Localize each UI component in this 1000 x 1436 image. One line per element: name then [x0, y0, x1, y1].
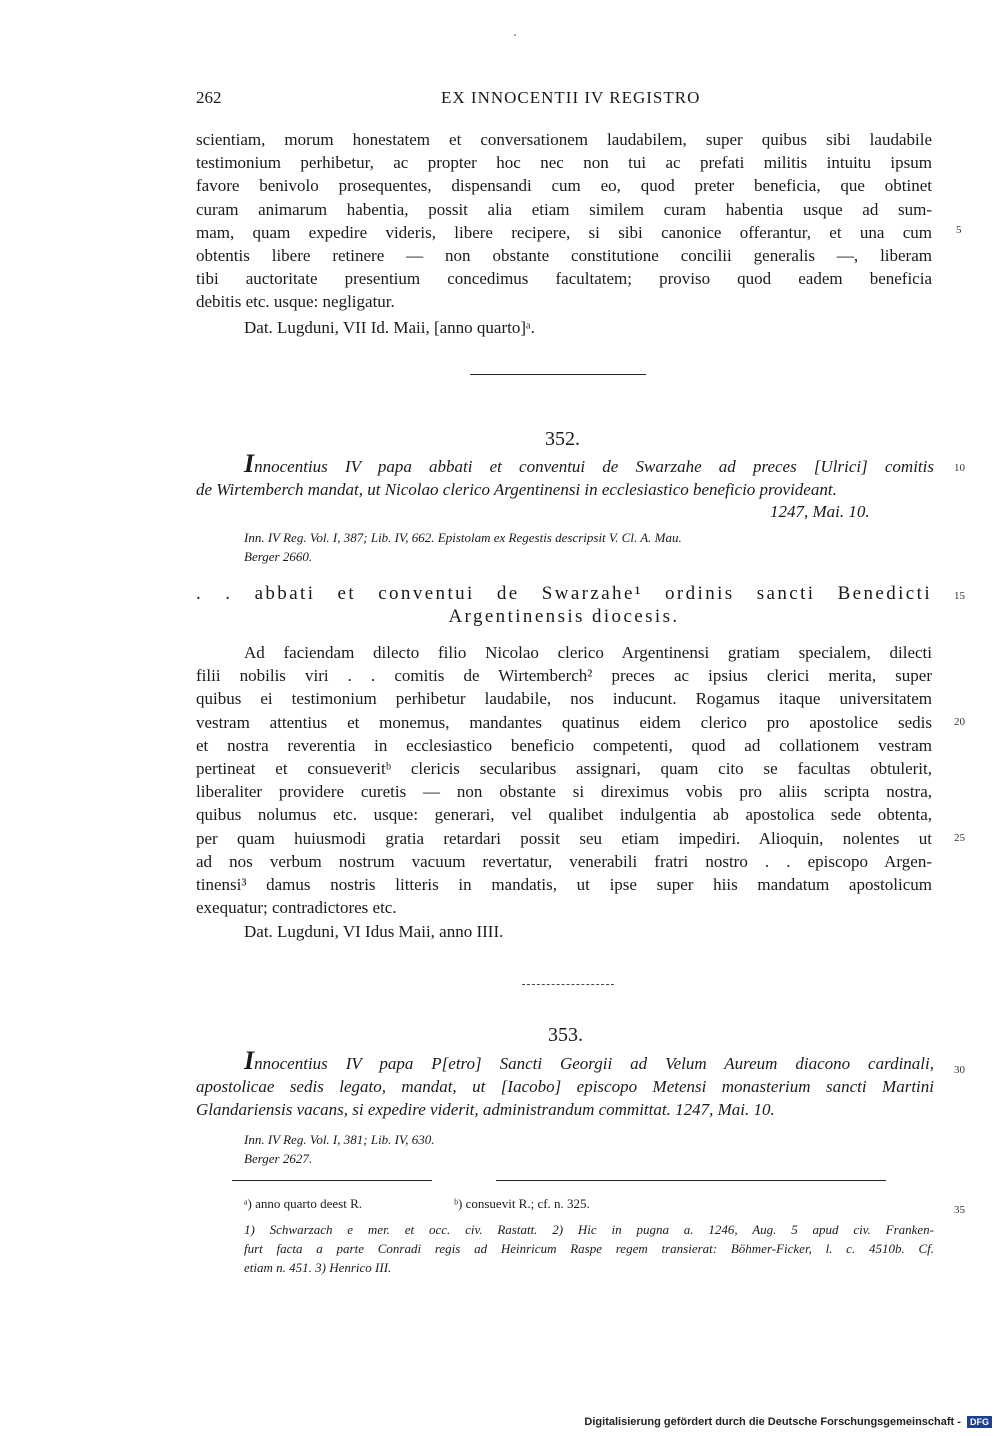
footnote-rule: [232, 1180, 432, 1181]
regest-352: [196, 449, 934, 501]
footnote-line: furt facta a parte Conradi regis ad Heinricum Raspe regem transierat: Böhmer-Ficker, l. c. 4510b. Cf.: [244, 1241, 934, 1256]
text-line: quibus nolumus etc. usque: generari, vel qualibet indulgentia ab apostolica sede obtenta,: [196, 805, 932, 825]
text-352: [196, 641, 932, 919]
regest-date: 1247, Mai. 10.: [770, 502, 870, 521]
source-line: Inn. IV Reg. Vol. I, 387; Lib. IV, 662. Epistolam ex Regestis descripsit V. Cl. A. Mau.: [244, 530, 682, 545]
text-line: obtentis libere retinere — non obstante constitutione concilii generalis —, liberam: [196, 246, 932, 266]
footnote-rule: [496, 1180, 886, 1181]
regest-line: [196, 1046, 934, 1075]
footnotes: [244, 1220, 934, 1277]
regest-353: [196, 1046, 934, 1121]
source-line: Berger 2627.: [244, 1151, 313, 1166]
text-line: pertineat et consueveritᵇ clericis secularibus assignari, quam cito se facultas obtulerit,: [196, 759, 932, 779]
dfg-logo: DFG: [967, 1416, 992, 1428]
line-number: 10: [954, 462, 965, 474]
document-number: 352.: [545, 428, 580, 450]
page-number: 262: [196, 88, 222, 107]
source-note-352: [244, 528, 884, 566]
source-line: Inn. IV Reg. Vol. I, 381; Lib. IV, 630.: [244, 1132, 435, 1147]
text-line: mam, quam expedire videris, libere recipere, si sibi canonice offerantur, et una cum: [196, 222, 932, 242]
regest-text: nnocentius IV papa P[etro] Sancti Georgii ad Velum Aureum diacono cardinali,: [254, 1054, 934, 1073]
continuation-text: [196, 128, 932, 314]
address-line: Argentinensis diocesis.: [448, 606, 680, 627]
variant-note-a: [244, 1194, 362, 1213]
line-number: 30: [954, 1064, 965, 1076]
text-line: per quam huiusmodi gratia retardari possit seu etiam impediri. Alioquin, nolentes ut: [196, 828, 932, 848]
digitization-credit: [584, 1416, 992, 1428]
credit-text: Digitalisierung gefördert durch die Deutsche Forschungsgemeinschaft -: [584, 1416, 961, 1428]
line-number: 25: [954, 832, 965, 844]
regest-line: apostolicae sedis legato, mandat, ut [Iacobo] episcopo Metensi monasterium sancti Martini: [196, 1077, 934, 1096]
variant-text: ᵇ) consuevit R.; cf. n. 325.: [454, 1196, 590, 1211]
section-divider: [470, 374, 646, 375]
regest-line: Glandariensis vacans, si expedire viderit, administrandum committat. 1247, Mai. 10.: [196, 1100, 775, 1119]
variant-text: ᵃ) anno quarto deest R.: [244, 1196, 362, 1211]
text-line: testimonium perhibetur, ac propter hoc nec non tui ac prefati militis intuitu ipsum: [196, 153, 932, 173]
text-line: filii nobilis viri . . comitis de Wirtemberch² preces ac ipsius clerici merita, super: [196, 666, 932, 686]
text-line: tibi auctoritate presentium concedimus facultatem; proviso quod eadem beneficia: [196, 269, 932, 289]
source-line: Berger 2660.: [244, 549, 313, 564]
text-line: curam animarum habentia, possit alia etiam similem curam habentia usque ad sum-: [196, 199, 932, 219]
footnote-line: 1) Schwarzach e mer. et occ. civ. Rastatt. 2) Hic in pugna a. 1246, Aug. 5 apud civ. Franken-: [244, 1222, 934, 1237]
text-line: debitis etc. usque: negligatur.: [196, 292, 395, 312]
text-line: liberaliter providere curetis — non obstante si direximus vobis pro aliis scripta nostra,: [196, 782, 932, 802]
line-number: 5: [956, 224, 962, 236]
section-divider: [522, 984, 614, 985]
variant-note-b: [454, 1194, 590, 1213]
regest-initial: I: [244, 1046, 255, 1075]
regest-initial: I: [244, 449, 255, 478]
dating-line: Dat. Lugduni, VII Id. Maii, [anno quarto]ᵃ.: [244, 318, 535, 337]
text-line: scientiam, morum honestatem et conversationem laudabilem, super quibus sibi laudabile: [196, 130, 932, 149]
footnote-line: etiam n. 451. 3) Henrico III.: [244, 1260, 392, 1275]
dating-line: Dat. Lugduni, VI Idus Maii, anno IIII.: [244, 922, 504, 941]
text-line: et nostra reverentia in ecclesiastico beneficio competenti, quod ad collationem vestram: [196, 735, 932, 755]
regest-line: [196, 449, 934, 478]
document-number: 353.: [548, 1024, 583, 1046]
text-line: ad nos verbum nostrum vacuum revertatur, venerabili fratri nostro . . episcopo Argen-: [196, 851, 932, 871]
line-number: 20: [954, 716, 965, 728]
line-number: 35: [954, 1204, 965, 1216]
regest-line: de Wirtemberch mandat, ut Nicolao clerico Argentinensi in ecclesiastico beneficio provideant.: [196, 480, 837, 499]
text-line: Ad faciendam dilecto filio Nicolao clerico Argentinensi gratiam specialem, dilecti: [244, 643, 932, 662]
text-line: favore benivolo prosequentes, dispensandi cum eo, quod preter beneficia, que obtinet: [196, 176, 932, 196]
address-line: . . abbati et conventui de Swarzahe¹ ordinis sancti Benedicti: [196, 583, 932, 604]
text-line: quibus ei testimonium perhibetur laudabile, nos inducunt. Rogamus itaque universitatem: [196, 689, 932, 709]
running-title: EX INNOCENTII IV REGISTRO: [441, 88, 701, 107]
scan-speck: [514, 34, 516, 36]
text-line: vestram attentius et monemus, mandantes quatinus eidem clerico pro apostolice sedis: [196, 712, 932, 732]
text-line: tinensi³ damus nostris litteris in mandatis, ut ipse super hiis mandatum apostolicum: [196, 875, 932, 895]
text-line: exequatur; contradictores etc.: [196, 898, 397, 918]
regest-text: nnocentius IV papa abbati et conventui de Swarzahe ad preces [Ulrici] comitis: [254, 457, 934, 476]
address-352: [196, 582, 932, 628]
line-number: 15: [954, 590, 965, 602]
source-note-353: [244, 1130, 644, 1168]
